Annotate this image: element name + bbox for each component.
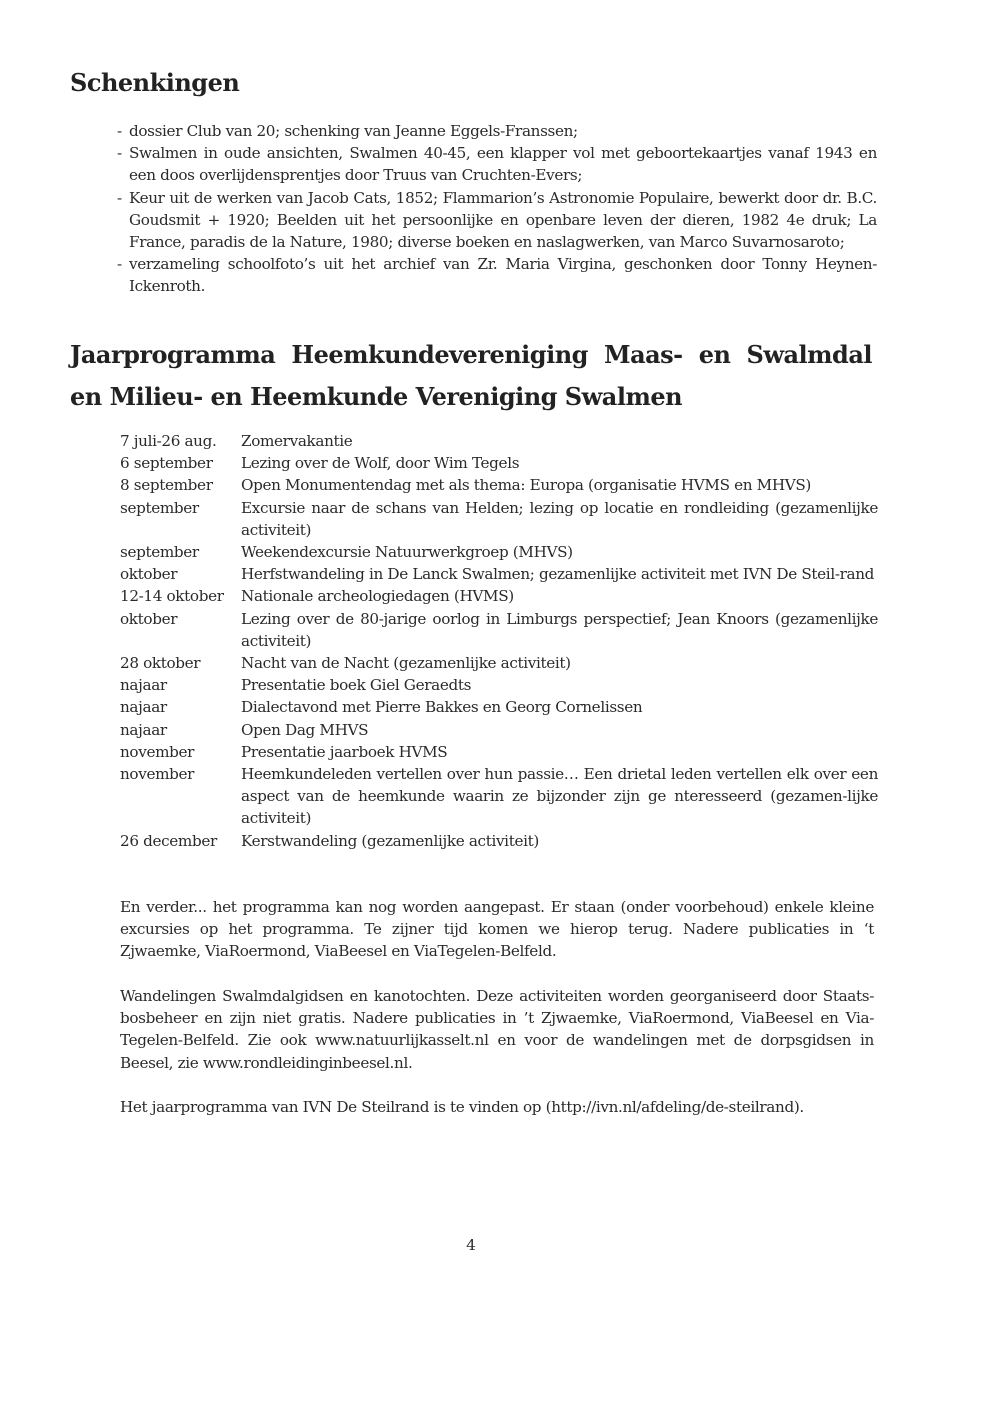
program-description: Nationale archeologiedagen (HVMS) bbox=[241, 587, 514, 606]
program-row bbox=[120, 741, 878, 763]
program-row bbox=[120, 452, 878, 474]
program-date: 28 oktober bbox=[120, 654, 201, 673]
program-table bbox=[120, 430, 878, 852]
program-date: najaar bbox=[120, 698, 167, 717]
paragraph-walks: Wandelingen Swalmdalgidsen en kanotochten. Deze activiteiten worden georganiseerd door Staats-bosbeheer en zijn niet gratis. Nadere publicaties in ’t Zjwaemke, ViaRoermond, ViaBeesel en Via-Tegelen-Belfeld. Zie ook www.natuurlijkasselt.nl en voor de wandelingen met de dorpsgidsen in Beesel, zie www.rondleidinginbeesel.nl. bbox=[120, 987, 874, 1072]
program-date: september bbox=[120, 498, 199, 517]
program-date: 8 september bbox=[120, 476, 213, 495]
program-date: november bbox=[120, 765, 195, 784]
program-description: Presentatie jaarboek HVMS bbox=[241, 742, 448, 761]
program-row bbox=[120, 674, 878, 696]
program-description: Dialectavond met Pierre Bakkes en Georg Cornelissen bbox=[241, 698, 643, 717]
program-date: 6 september bbox=[120, 454, 213, 473]
list-item: - verzameling schoolfoto’s uit het archief van Zr. Maria Virgina, geschonken door Tonny Heynen-Ickenroth. bbox=[117, 253, 877, 297]
program-row bbox=[120, 430, 878, 452]
program-row bbox=[120, 719, 878, 741]
program-description: Nacht van de Nacht (gezamenlijke activiteit) bbox=[241, 654, 571, 673]
program-description: Zomervakantie bbox=[241, 432, 353, 450]
program-row bbox=[120, 608, 878, 652]
program-row bbox=[120, 763, 878, 830]
program-row bbox=[120, 541, 878, 563]
program-date: 7 juli-26 aug. bbox=[120, 432, 217, 450]
section-heading-jaarprogramma: Jaarprogramma Heemkundevereniging Maas- en Swalmdal en Milieu- en Heemkunde Vereniging Swalmen bbox=[70, 340, 872, 411]
donations-list bbox=[117, 120, 877, 298]
program-description: Lezing over de Wolf, door Wim Tegels bbox=[241, 454, 520, 473]
program-date: 26 december bbox=[120, 831, 217, 850]
program-description: Kerstwandeling (gezamenlijke activiteit) bbox=[241, 831, 539, 850]
list-item: - Swalmen in oude ansichten, Swalmen 40-45, een klapper vol met geboortekaartjes vanaf 1943 en een doos overlijdensprentjes door Truus van Cruchten-Evers; bbox=[117, 142, 877, 186]
program-row bbox=[120, 830, 878, 852]
program-date: najaar bbox=[120, 720, 167, 739]
program-description: Weekendexcursie Natuurwerkgroep (MHVS) bbox=[241, 543, 573, 562]
program-row bbox=[120, 497, 878, 541]
program-description: Heemkundeleden vertellen over hun passie… Een drietal leden vertellen elk over een aspect van de heemkunde waarin ze bijzonder zijn ge nteresseerd (gezamen-lijke activiteit) bbox=[241, 765, 878, 828]
program-description: Lezing over de 80-jarige oorlog in Limburgs perspectief; Jean Knoors (gezamenlijke activiteit) bbox=[241, 609, 878, 650]
program-date: 12-14 oktober bbox=[120, 587, 224, 606]
program-row bbox=[120, 474, 878, 496]
paragraph-more-info: En verder... het programma kan nog worden aangepast. Er staan (onder voorbehoud) enkele kleine excursies op het programma. Te zijner tijd komen we hierop terug. Nadere publicaties in ‘t Zjwaemke, ViaRoermond, ViaBeesel en ViaTegelen-Belfeld. bbox=[120, 898, 874, 961]
program-description: Presentatie boek Giel Geraedts bbox=[241, 676, 472, 695]
program-description: Herfstwandeling in De Lanck Swalmen; gezamenlijke activiteit met IVN De Steil-rand bbox=[241, 565, 875, 584]
program-description: Open Monumentendag met als thema: Europa (organisatie HVMS en MHVS) bbox=[241, 476, 812, 495]
program-date: najaar bbox=[120, 676, 167, 695]
program-row bbox=[120, 652, 878, 674]
program-date: oktober bbox=[120, 609, 178, 628]
page-number: 4 bbox=[466, 1236, 476, 1254]
program-date: september bbox=[120, 543, 199, 562]
paragraph-ivn: Het jaarprogramma van IVN De Steilrand is te vinden op (http://ivn.nl/afdeling/de-steilrand). bbox=[120, 1098, 804, 1116]
program-description: Excursie naar de schans van Helden; lezing op locatie en rondleiding (gezamenlijke activiteit) bbox=[241, 498, 878, 539]
program-description: Open Dag MHVS bbox=[241, 720, 369, 739]
program-row bbox=[120, 696, 878, 718]
program-date: november bbox=[120, 742, 195, 761]
program-row bbox=[120, 585, 878, 607]
section-heading-schenkingen: Schenkingen bbox=[70, 68, 240, 97]
program-date: oktober bbox=[120, 565, 178, 584]
list-item: - dossier Club van 20; schenking van Jeanne Eggels-Franssen; bbox=[117, 120, 877, 142]
list-item: - Keur uit de werken van Jacob Cats, 1852; Flammarion’s Astronomie Populaire, bewerkt door dr. B.C. Goudsmit + 1920; Beelden uit het persoonlijke en openbare leven der dieren, 1982 4e druk; La France, paradis de la Nature, 1980; diverse boeken en naslagwerken, van Marco Suvarnosaroto; bbox=[117, 187, 877, 254]
program-row bbox=[120, 563, 878, 585]
